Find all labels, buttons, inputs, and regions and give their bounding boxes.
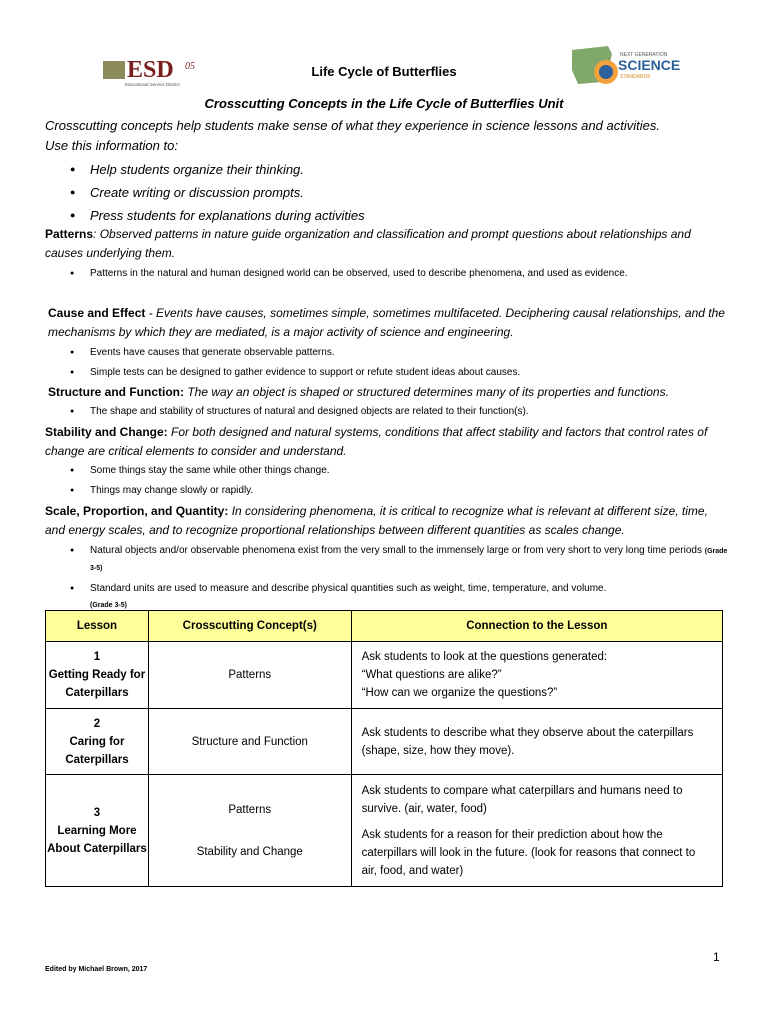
- lesson-name: Learning More About Caterpillars: [47, 824, 147, 855]
- lesson-name: Getting Ready for Caterpillars: [48, 669, 146, 699]
- structure-function-bullets: [70, 404, 730, 424]
- stability-change-bullets: [70, 463, 730, 503]
- bullet-text: Natural objects and/or observable phenomena exist from the very small to the immensely large or from very short to very long time periods: [90, 545, 702, 556]
- ngss-logo-text: NEXT GENERATION SCIENCE STANDARDS: [568, 93, 589, 94]
- section-scale-proportion: [45, 502, 725, 540]
- svg-text:SCIENCE: SCIENCE: [618, 57, 681, 73]
- svg-text:NEXT GENERATION: NEXT GENERATION: [620, 52, 668, 58]
- section-description: : Observed patterns in nature guide organization and classification and prompt questions about relationships and causes underlying them.: [45, 227, 691, 260]
- section-heading: Cause and Effect: [48, 306, 146, 320]
- section-bullet: [70, 543, 730, 577]
- section-heading: Scale, Proportion, and Quantity:: [45, 504, 229, 518]
- lessons-table: [45, 610, 723, 887]
- lesson-cell: [46, 775, 149, 887]
- table-header-row: [46, 611, 723, 642]
- lesson-name: Caring for Caterpillars: [65, 735, 129, 766]
- concept-cell: Structure and Function: [148, 709, 351, 775]
- connection-cell: [351, 709, 722, 775]
- section-bullet: ● Events have causes that generate observable patterns.: [70, 345, 730, 361]
- page-number: 1: [713, 950, 720, 964]
- concept-cell: [148, 775, 351, 887]
- connection-line: Ask students to look at the questions generated:: [361, 651, 608, 663]
- section-description: In considering phenomena, it is critical to recognize what is relevant at different size, time, and energy scales, and to recognize proportional relationships between different quantities as scales change.: [45, 504, 708, 537]
- connection-line: Ask students for a reason for their prediction about how the caterpillars will look in the future. (look for reasons that connect to air, food, and water): [361, 828, 696, 877]
- section-heading: Stability and Change:: [45, 425, 168, 439]
- intro-bullet: ● Press students for explanations during activities: [70, 204, 710, 227]
- column-header: Crosscutting Concept(s): [148, 611, 351, 642]
- section-cause-effect: [48, 304, 728, 342]
- table-row: [46, 775, 723, 887]
- connection-cell: [351, 642, 722, 709]
- connection-line: Ask students to compare what caterpillars and humans need to survive. (air, water, food): [361, 784, 683, 815]
- concept-name: Patterns: [228, 803, 272, 816]
- lesson-number: 1: [93, 651, 101, 663]
- scale-proportion-bullets: [70, 543, 730, 618]
- concept-cell: Patterns: [148, 642, 351, 709]
- intro-bullet: ● Create writing or discussion prompts.: [70, 181, 710, 204]
- connection-cell: [351, 775, 722, 887]
- ngss-logo: [568, 40, 683, 96]
- section-stability-change: [45, 423, 725, 461]
- svg-text:STANDARDS: STANDARDS: [620, 74, 651, 80]
- table-row: [46, 642, 723, 709]
- section-heading: Structure and Function:: [48, 385, 184, 399]
- connection-line: “What questions are alike?”: [361, 669, 502, 681]
- section-bullet: ● Things may change slowly or rapidly.: [70, 483, 730, 499]
- cause-effect-bullets: [70, 345, 730, 385]
- connection-line: “How can we organize the questions?”: [361, 687, 558, 699]
- bullet-text: Standard units are used to measure and describe physical quantities such as weight, time, temperature, and volume.: [90, 583, 607, 594]
- column-header: Connection to the Lesson: [351, 611, 722, 642]
- section-description: The way an object is shaped or structured determines many of its properties and functions.: [184, 385, 669, 399]
- section-bullet: ● Patterns in the natural and human designed world can be observed, used to describe phenomena, and used as evidence.: [70, 266, 730, 282]
- section-bullet: ● The shape and stability of structures of natural and designed objects are related to their function(s).: [70, 404, 730, 420]
- section-description: - Events have causes, sometimes simple, sometimes multifaceted. Deciphering causal relationships, and the mechanisms by which they are mediated, is a major activity of science and engineering.: [48, 306, 725, 339]
- grade-note: (Grade 3-5): [90, 548, 728, 572]
- section-heading: Patterns: [45, 227, 94, 241]
- unit-subtitle: Crosscutting Concepts in the Life Cycle of Butterflies Unit: [204, 96, 564, 111]
- page-title: Life Cycle of Butterflies: [311, 64, 457, 79]
- section-patterns: [45, 225, 725, 263]
- connection-line: Ask students to describe what they observe about the caterpillars (shape, size, how they move).: [361, 726, 694, 757]
- column-header: Lesson: [46, 611, 149, 642]
- intro-bullet: ● Help students organize their thinking.: [70, 158, 710, 181]
- table-row: [46, 709, 723, 775]
- intro-text: [45, 116, 735, 156]
- section-description: For both designed and natural systems, conditions that affect stability and factors that control rates of change are critical elements to consider and understand.: [45, 425, 708, 458]
- intro-line-1: Crosscutting concepts help students make sense of what they experience in science lessons and activities.: [45, 118, 660, 133]
- esd-logo-number: 05: [185, 61, 195, 72]
- section-bullet: ● Simple tests can be designed to gather evidence to support or refute student ideas about causes.: [70, 365, 730, 381]
- concept-name: Stability and Change: [196, 845, 303, 858]
- lesson-cell: [46, 709, 149, 775]
- lesson-number: 3: [93, 806, 101, 819]
- section-structure-function: [48, 383, 728, 402]
- section-bullet: ● Some things stay the same while other things change.: [70, 463, 730, 479]
- grade-note: (Grade 3-5): [90, 602, 127, 609]
- patterns-bullets: [70, 266, 730, 286]
- esd-logo-caption: Educational Service District: [125, 82, 180, 87]
- lesson-cell: [46, 642, 149, 709]
- intro-bullet-list: [70, 158, 710, 227]
- intro-line-2: Use this information to:: [45, 138, 178, 153]
- esd-logo-text: ESD: [127, 57, 174, 83]
- footer-credit: Edited by Michael Brown, 2017: [45, 966, 148, 973]
- lesson-number: 2: [93, 717, 101, 730]
